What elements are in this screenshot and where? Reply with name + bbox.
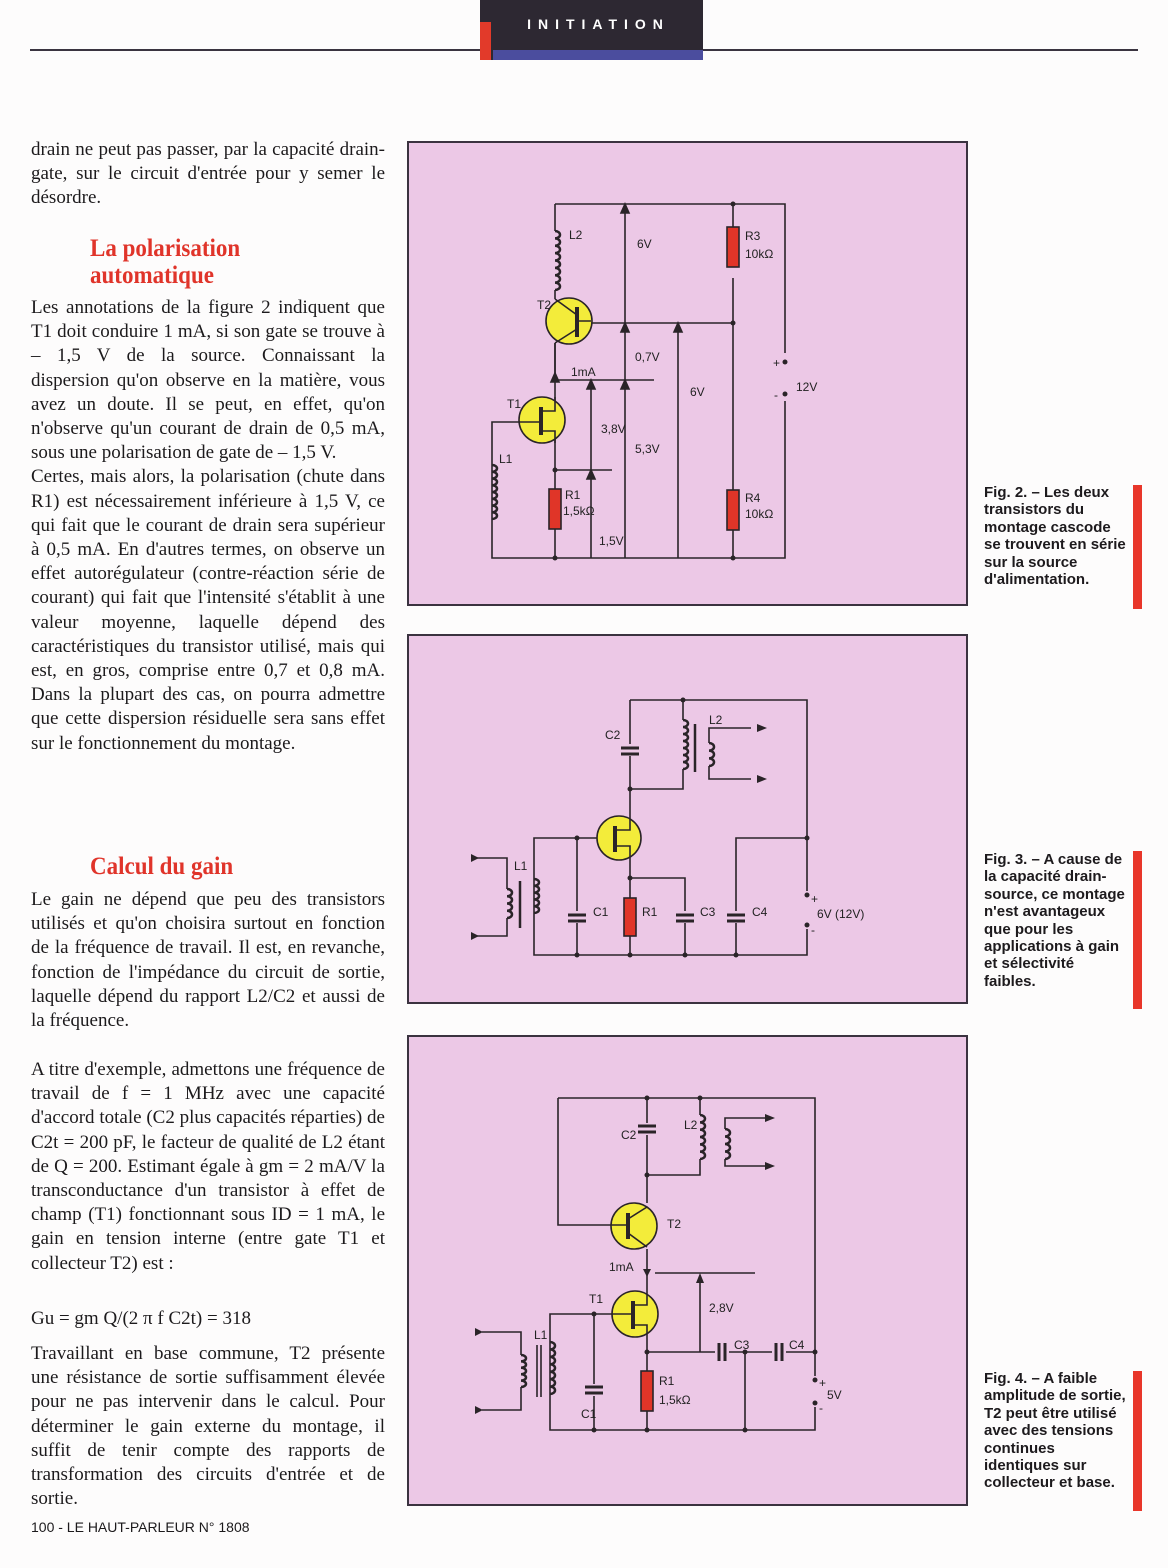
label-r4-value: 10kΩ: [745, 507, 774, 521]
voltage-arrow-0-7v-head: [621, 323, 629, 332]
voltage-arrow-1-5v-head: [587, 470, 595, 479]
inductor-l2: [555, 231, 560, 290]
label-1-5v: 1,5V: [599, 534, 624, 548]
label-plus: +: [819, 1376, 827, 1390]
figure-4-cascode-circuit: [407, 1035, 968, 1506]
label-2-8v: 2,8V: [709, 1301, 734, 1315]
label-r3-value: 10kΩ: [745, 247, 774, 261]
label-minus: -: [811, 923, 815, 937]
figure-3-fet-circuit: [407, 634, 968, 1004]
inductor-l1-primary: [521, 1355, 526, 1387]
inductor-l2-primary: [683, 720, 688, 769]
transistor-t2: [546, 298, 592, 344]
label-t1: T1: [507, 397, 522, 411]
header-rule-right: [703, 49, 1138, 51]
label-c1: C1: [581, 1407, 597, 1421]
label-c3: C3: [700, 905, 716, 919]
label-plus: +: [811, 892, 819, 906]
voltage-arrow-3-8v-head: [587, 380, 595, 389]
paragraph: Certes, mais alors, la polarisation (chute dans R1) est nécessairement inférieure à 1,5 V, ce qui fait que le courant de drain sera supérieur à 0,5 mA. En d'autres termes, on observe un effet autorégulateur (contre-réaction série de courant) qui fait que l'intensité s'établit à une valeur moyenne, laquelle dépend des caractéristiques du transistor utilisé, mais qui est, en gros, comprise entre 0,7 et 0,8 mA. Dans la plupart des cas, on pourra admettre que cette dispersion résiduelle sera sans effet sur le fonctionnement du montage.: [31, 466, 385, 754]
section-title: INITIATION: [527, 16, 670, 32]
label-12v: 12V: [796, 380, 818, 394]
label-l1: L1: [534, 1328, 548, 1342]
circuit-diagram: [409, 636, 966, 1002]
voltage-arrow-5-3v-head: [621, 380, 629, 389]
label-r4: R4: [745, 491, 761, 505]
header-blue-bar: [493, 50, 703, 60]
figure-4-caption: Fig. 4. – A faible amplitude de sortie, T2 peut être utilisé avec des tensions continues identiques sur collecteur et base.: [984, 1370, 1126, 1492]
transformer-core: [537, 1345, 541, 1397]
label-minus: -: [819, 1401, 823, 1415]
label-t1: T1: [589, 1292, 604, 1306]
circuit-diagram: [409, 143, 966, 604]
resistor-r1: [549, 489, 561, 529]
paragraph: Les annotations de la figure 2 indiquent que T1 doit conduire 1 mA, si son gate se trouve à – 1,5 V de la source. Connaissant la dispersion qu'on observe en la matière, vous avez un doute. Il se peut, en effet, qu'on n'observe qu'un courant de drain de 0,5 mA, sous une polarisation de gate de – 1,5 V.: [31, 297, 385, 464]
label-l1: L1: [514, 859, 528, 873]
heading-calcul-gain: Calcul du gain: [90, 853, 234, 880]
label-c1: C1: [593, 905, 609, 919]
label-t2: T2: [537, 298, 552, 312]
label-c2: C2: [605, 728, 621, 742]
capacitors: [568, 748, 745, 921]
inductor-l2-primary: [700, 1115, 705, 1159]
inductor-l2-secondary: [725, 1129, 730, 1159]
label-supply: 6V (12V): [817, 907, 865, 921]
label-r1: R1: [642, 905, 658, 919]
label-3-8v: 3,8V: [601, 422, 626, 436]
paragraph: drain ne peut pas passer, par la capacité drain-gate, sur le circuit d'entrée pour y semer le désordre.: [31, 139, 385, 209]
gain-formula: Gu = gm Q/(2 π f C2t) = 318: [31, 1308, 251, 1329]
label-l2: L2: [709, 713, 723, 727]
heading-polarisation: La polarisation automatique: [90, 235, 241, 289]
page-footer: 100 - LE HAUT-PARLEUR N° 1808: [31, 1519, 250, 1535]
fet-t1: [612, 1291, 658, 1337]
label-minus: -: [774, 388, 778, 402]
fet-t1: [519, 397, 565, 443]
resistor-r4: [727, 490, 739, 530]
voltage-arrow-6v-ce-head: [621, 204, 629, 213]
label-l2: L2: [569, 228, 583, 242]
paragraph: A titre d'exemple, admettons une fréquence de travail de f = 1 MHz avec une capacité d'accord totale (C2 plus capacités réparties) de C2t = 200 pF, le facteur de qualité de L2 étant de Q = 200. Estimant égale à gm = 2 mA/V la transconductance d'un transistor à effet de champ (T1) fonctionnant sous ID = 1 mA, le gain en tension interne (entre gate T1 et collecteur T2) est :: [31, 1059, 385, 1274]
text-block: [31, 296, 385, 756]
figure-2-cascode-circuit: [407, 141, 968, 606]
label-r1: R1: [565, 488, 581, 502]
label-t2: T2: [667, 1217, 682, 1231]
label-5-3v: 5,3V: [635, 442, 660, 456]
label-r3: R3: [745, 229, 761, 243]
section-header: [480, 0, 703, 60]
label-0-7v: 0,7V: [635, 350, 660, 364]
resistor-r1: [641, 1371, 653, 1411]
resistor-r1: [624, 898, 636, 936]
label-supply: 5V: [827, 1388, 842, 1402]
caption-red-bar: [1133, 851, 1142, 1009]
label-6v-base: 6V: [690, 385, 705, 399]
caption-red-bar: [1133, 485, 1142, 609]
label-6v-ce: 6V: [637, 237, 652, 251]
inductor-l1-primary: [507, 889, 512, 918]
resistor-r3: [727, 227, 739, 267]
circuit-diagram: [409, 1037, 966, 1504]
label-c4: C4: [789, 1338, 805, 1352]
fet: [597, 816, 641, 860]
inductor-l2-secondary: [709, 743, 714, 766]
label-c3: C3: [734, 1338, 750, 1352]
label-1ma: 1mA: [571, 365, 596, 379]
figure-2-caption: Fig. 2. – Les deux transistors du montage cascode se trouvent en série sur la source d'alimentation.: [984, 484, 1126, 589]
voltage-arrow-6v-base-head: [674, 323, 682, 332]
label-r1-value: 1,5kΩ: [659, 1393, 691, 1407]
label-plus: +: [773, 356, 781, 370]
paragraph: Travaillant en base commune, T2 présente une résistance de sortie suffisamment élevée pour ne pas intervenir dans le calcul. Pour déterminer le gain externe du montage, il suffit de tenir compte des rapports de transformation des circuits d'entrée et de sortie.: [31, 1343, 385, 1510]
figure-3-caption: Fig. 3. – A cause de la capacité drain-source, ce montage n'est avantageux que pour les applications à gain et sélectivité faibles.: [984, 851, 1125, 990]
label-c2: C2: [621, 1128, 637, 1142]
label-1ma: 1mA: [609, 1260, 634, 1274]
header-rule-left: [30, 49, 480, 51]
label-l2: L2: [684, 1118, 698, 1132]
wires: [492, 204, 785, 558]
label-r1: R1: [659, 1374, 675, 1388]
label-r1-value: 1,5kΩ: [563, 504, 595, 518]
paragraph: Le gain ne dépend que peu des transistors utilisés et qu'on choisira surtout en fonction de la fréquence de travail. Il est, en revanche, fonction de l'impédance du circuit de sortie, laquelle dépend du rapport L2/C2 et aussi de la fréquence.: [31, 889, 385, 1032]
label-c4: C4: [752, 905, 768, 919]
label-l1: L1: [499, 452, 513, 466]
transistor-t2: [611, 1203, 657, 1249]
caption-red-bar: [1133, 1371, 1142, 1511]
